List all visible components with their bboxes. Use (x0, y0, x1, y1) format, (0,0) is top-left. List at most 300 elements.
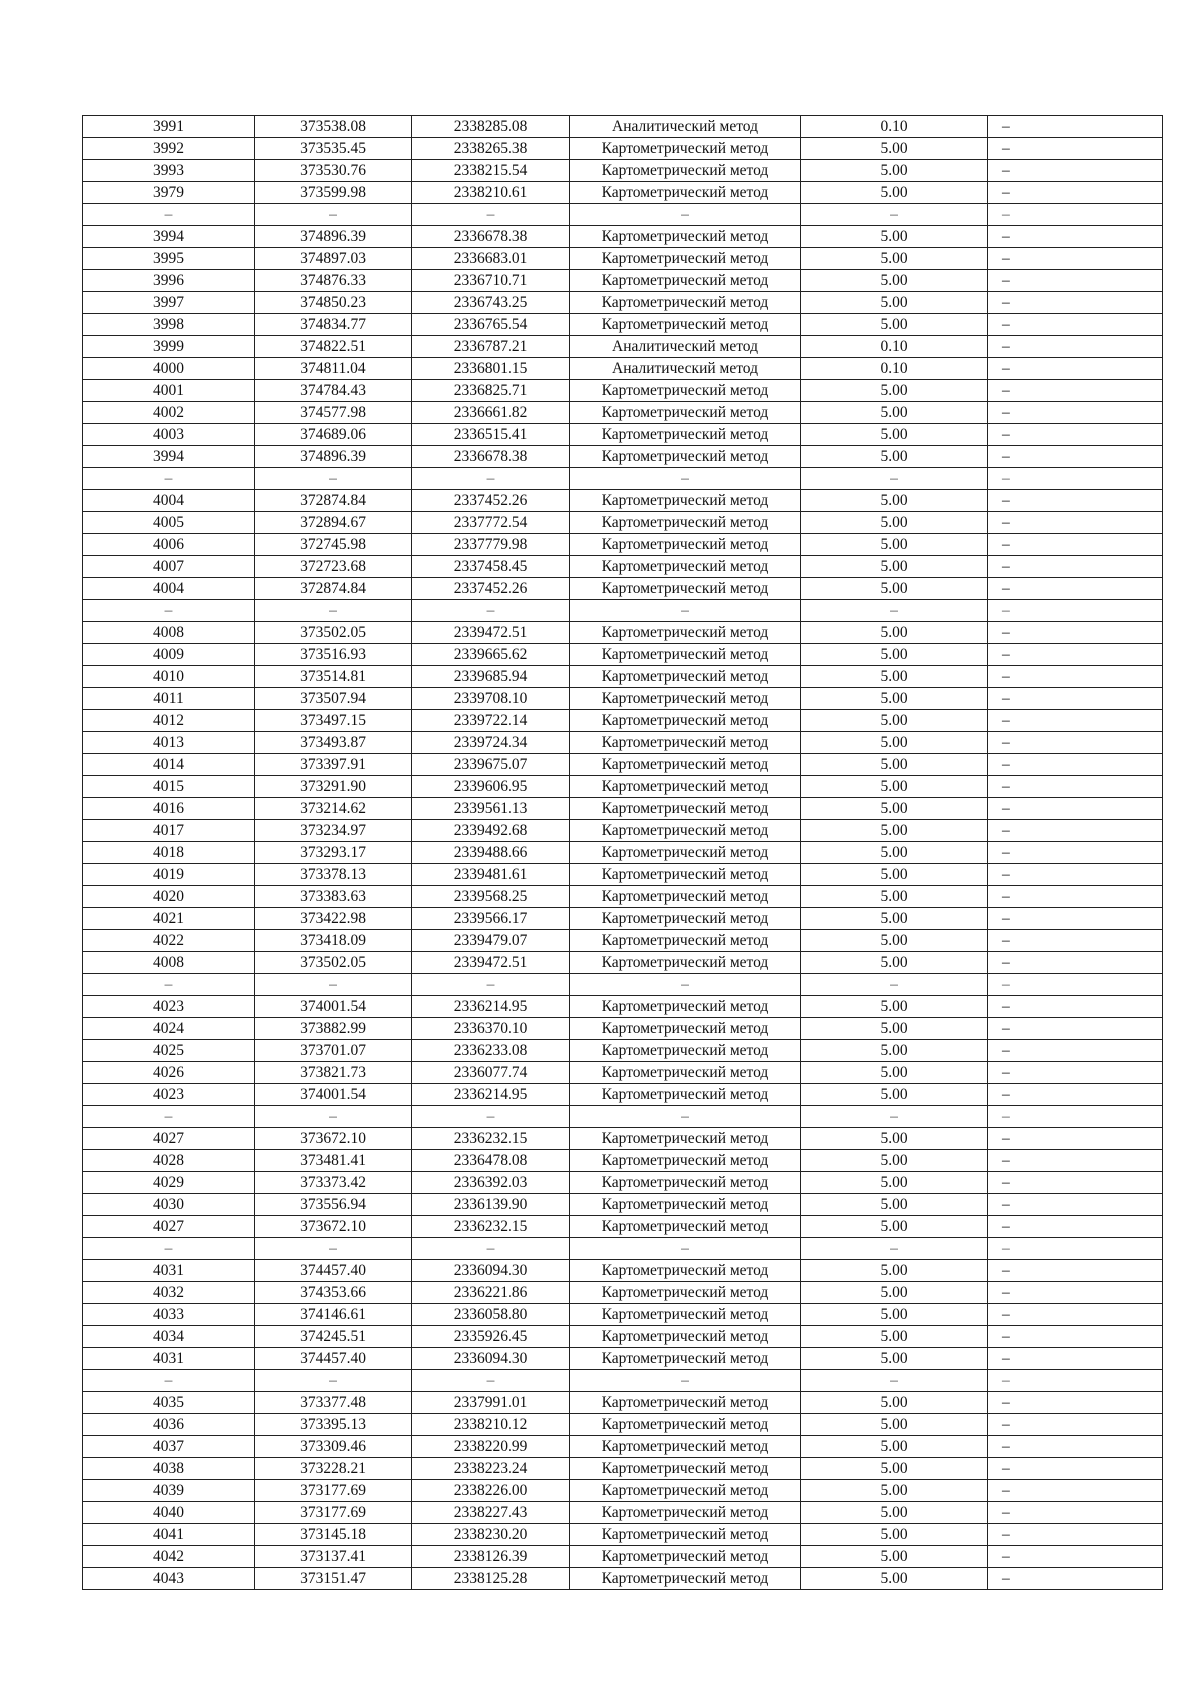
cell-x-coordinate: 373228.21 (255, 1458, 412, 1480)
cell-x-coordinate: 374353.66 (255, 1282, 412, 1304)
cell-description: – (988, 534, 1163, 556)
table-row (83, 138, 1163, 160)
table-row (83, 1216, 1163, 1238)
cell-x-coordinate: 372874.84 (255, 578, 412, 600)
cell-method: Картометрический метод (570, 1326, 801, 1348)
cell-description: – (988, 248, 1163, 270)
table-row (83, 666, 1163, 688)
cell-y-coordinate: 2336478.08 (412, 1150, 570, 1172)
cell-method: Картометрический метод (570, 1150, 801, 1172)
cell-point-number: 3993 (83, 160, 255, 182)
cell-point-number: 4018 (83, 842, 255, 864)
cell-method: Картометрический метод (570, 1546, 801, 1568)
cell-description: – (988, 270, 1163, 292)
cell-x-coordinate: 374811.04 (255, 358, 412, 380)
cell-description: – (988, 732, 1163, 754)
cell-y-coordinate: 2339685.94 (412, 666, 570, 688)
cell-y-coordinate: 2336392.03 (412, 1172, 570, 1194)
cell-method: Картометрический метод (570, 622, 801, 644)
cell-method: Картометрический метод (570, 490, 801, 512)
table-row (83, 534, 1163, 556)
table-row (83, 842, 1163, 864)
cell-y-coordinate: 2335926.45 (412, 1326, 570, 1348)
cell-point-number: 4004 (83, 490, 255, 512)
cell-x-coordinate: 374245.51 (255, 1326, 412, 1348)
cell-description: – (988, 1458, 1163, 1480)
cell-accuracy: 5.00 (801, 996, 988, 1018)
table-row (83, 182, 1163, 204)
cell-description: – (988, 1150, 1163, 1172)
cell-method: Картометрический метод (570, 1018, 801, 1040)
cell-y-coordinate: 2339566.17 (412, 908, 570, 930)
cell-point-number: 3998 (83, 314, 255, 336)
cell-method: Картометрический метод (570, 1436, 801, 1458)
cell-accuracy: 5.00 (801, 138, 988, 160)
cell-x-coordinate: 374689.06 (255, 424, 412, 446)
cell-x-coordinate: 374146.61 (255, 1304, 412, 1326)
cell-x-coordinate: 373293.17 (255, 842, 412, 864)
table-row (83, 402, 1163, 424)
cell-description: – (988, 1238, 1163, 1260)
cell-x-coordinate: 373422.98 (255, 908, 412, 930)
cell-description: – (988, 1524, 1163, 1546)
cell-x-coordinate: 373145.18 (255, 1524, 412, 1546)
cell-accuracy: 5.00 (801, 578, 988, 600)
cell-x-coordinate: 373481.41 (255, 1150, 412, 1172)
cell-point-number: 4039 (83, 1480, 255, 1502)
table-row (83, 380, 1163, 402)
cell-method: Картометрический метод (570, 446, 801, 468)
cell-x-coordinate: 373672.10 (255, 1216, 412, 1238)
cell-description: – (988, 468, 1163, 490)
cell-point-number: 4024 (83, 1018, 255, 1040)
cell-method: – (570, 1370, 801, 1392)
cell-description: – (988, 1018, 1163, 1040)
cell-description: – (988, 842, 1163, 864)
table-row (83, 1172, 1163, 1194)
cell-accuracy: 5.00 (801, 798, 988, 820)
cell-method: Картометрический метод (570, 182, 801, 204)
cell-method: Картометрический метод (570, 644, 801, 666)
cell-accuracy: 5.00 (801, 1018, 988, 1040)
cell-description: – (988, 754, 1163, 776)
cell-x-coordinate: – (255, 204, 412, 226)
cell-point-number: 4029 (83, 1172, 255, 1194)
table-row (83, 1480, 1163, 1502)
cell-point-number: 3979 (83, 182, 255, 204)
cell-accuracy: 5.00 (801, 1392, 988, 1414)
cell-method: Картометрический метод (570, 1062, 801, 1084)
cell-y-coordinate: 2336214.95 (412, 996, 570, 1018)
cell-x-coordinate: 373538.08 (255, 116, 412, 138)
table-row (83, 1282, 1163, 1304)
cell-description: – (988, 1568, 1163, 1590)
cell-method: Картометрический метод (570, 754, 801, 776)
cell-y-coordinate: 2339481.61 (412, 864, 570, 886)
cell-description: – (988, 292, 1163, 314)
table-row (83, 732, 1163, 754)
cell-method: Картометрический метод (570, 1524, 801, 1546)
cell-y-coordinate: 2336094.30 (412, 1348, 570, 1370)
cell-point-number: 4001 (83, 380, 255, 402)
cell-point-number: 4027 (83, 1216, 255, 1238)
cell-description: – (988, 710, 1163, 732)
cell-x-coordinate: – (255, 1238, 412, 1260)
cell-point-number: – (83, 974, 255, 996)
cell-y-coordinate: 2339606.95 (412, 776, 570, 798)
cell-point-number: 4003 (83, 424, 255, 446)
cell-description: – (988, 226, 1163, 248)
cell-x-coordinate: – (255, 1370, 412, 1392)
cell-method: Картометрический метод (570, 1414, 801, 1436)
cell-point-number: – (83, 1370, 255, 1392)
cell-point-number: 4021 (83, 908, 255, 930)
coordinates-table-body (83, 116, 1163, 1590)
cell-y-coordinate: – (412, 1370, 570, 1392)
cell-description: – (988, 1106, 1163, 1128)
cell-method: Картометрический метод (570, 160, 801, 182)
cell-accuracy: 5.00 (801, 402, 988, 424)
cell-x-coordinate: 374457.40 (255, 1260, 412, 1282)
cell-y-coordinate: 2338215.54 (412, 160, 570, 182)
cell-description: – (988, 600, 1163, 622)
cell-description: – (988, 886, 1163, 908)
cell-accuracy: 5.00 (801, 270, 988, 292)
cell-accuracy: 5.00 (801, 1480, 988, 1502)
cell-y-coordinate: 2336232.15 (412, 1216, 570, 1238)
cell-y-coordinate: 2338220.99 (412, 1436, 570, 1458)
cell-point-number: 4008 (83, 622, 255, 644)
table-row (83, 952, 1163, 974)
cell-accuracy: 5.00 (801, 644, 988, 666)
cell-x-coordinate: 372723.68 (255, 556, 412, 578)
cell-point-number: 4016 (83, 798, 255, 820)
cell-point-number: 3999 (83, 336, 255, 358)
cell-accuracy: 5.00 (801, 1414, 988, 1436)
cell-point-number: 4022 (83, 930, 255, 952)
cell-method: Картометрический метод (570, 1172, 801, 1194)
cell-method: Аналитический метод (570, 336, 801, 358)
cell-method: Картометрический метод (570, 402, 801, 424)
cell-point-number: 4037 (83, 1436, 255, 1458)
cell-point-number: 4019 (83, 864, 255, 886)
cell-method: Картометрический метод (570, 820, 801, 842)
cell-point-number: 3995 (83, 248, 255, 270)
cell-point-number: 4025 (83, 1040, 255, 1062)
table-row (83, 1040, 1163, 1062)
cell-point-number: 4034 (83, 1326, 255, 1348)
cell-y-coordinate: 2339665.62 (412, 644, 570, 666)
cell-accuracy: 5.00 (801, 1172, 988, 1194)
table-row (83, 1150, 1163, 1172)
cell-y-coordinate: – (412, 468, 570, 490)
cell-y-coordinate: 2336221.86 (412, 1282, 570, 1304)
cell-description: – (988, 1414, 1163, 1436)
cell-y-coordinate: 2336825.71 (412, 380, 570, 402)
cell-accuracy: 5.00 (801, 424, 988, 446)
cell-description: – (988, 644, 1163, 666)
table-row (83, 622, 1163, 644)
cell-y-coordinate: 2337458.45 (412, 556, 570, 578)
table-row (83, 1304, 1163, 1326)
cell-description: – (988, 160, 1163, 182)
table-row (83, 116, 1163, 138)
separator-row (83, 204, 1163, 226)
cell-description: – (988, 1194, 1163, 1216)
cell-description: – (988, 336, 1163, 358)
cell-x-coordinate: 373378.13 (255, 864, 412, 886)
table-row (83, 1524, 1163, 1546)
table-row (83, 1502, 1163, 1524)
cell-method: Картометрический метод (570, 226, 801, 248)
cell-method: Картометрический метод (570, 688, 801, 710)
cell-y-coordinate: 2336801.15 (412, 358, 570, 380)
cell-y-coordinate: 2336139.90 (412, 1194, 570, 1216)
cell-method: Картометрический метод (570, 864, 801, 886)
cell-y-coordinate: 2338227.43 (412, 1502, 570, 1524)
cell-y-coordinate: 2337991.01 (412, 1392, 570, 1414)
cell-accuracy: 5.00 (801, 1062, 988, 1084)
cell-description: – (988, 1502, 1163, 1524)
cell-y-coordinate: 2336077.74 (412, 1062, 570, 1084)
cell-description: – (988, 1216, 1163, 1238)
cell-x-coordinate: 373214.62 (255, 798, 412, 820)
cell-x-coordinate: 373151.47 (255, 1568, 412, 1590)
table-row (83, 1568, 1163, 1590)
cell-y-coordinate: 2337452.26 (412, 490, 570, 512)
cell-y-coordinate: 2338125.28 (412, 1568, 570, 1590)
cell-y-coordinate: – (412, 1238, 570, 1260)
cell-accuracy: 5.00 (801, 1546, 988, 1568)
cell-y-coordinate: 2336765.54 (412, 314, 570, 336)
cell-method: Картометрический метод (570, 776, 801, 798)
separator-row (83, 1238, 1163, 1260)
cell-y-coordinate: 2338126.39 (412, 1546, 570, 1568)
cell-x-coordinate: 373882.99 (255, 1018, 412, 1040)
separator-row (83, 600, 1163, 622)
cell-description: – (988, 1370, 1163, 1392)
cell-method: Картометрический метод (570, 1392, 801, 1414)
cell-accuracy: 5.00 (801, 1524, 988, 1546)
cell-x-coordinate: 373599.98 (255, 182, 412, 204)
cell-accuracy: 5.00 (801, 1348, 988, 1370)
cell-description: – (988, 1392, 1163, 1414)
cell-x-coordinate: – (255, 1106, 412, 1128)
cell-x-coordinate: 374896.39 (255, 446, 412, 468)
cell-description: – (988, 798, 1163, 820)
cell-accuracy: 5.00 (801, 886, 988, 908)
cell-description: – (988, 424, 1163, 446)
table-row (83, 1414, 1163, 1436)
cell-accuracy: 5.00 (801, 380, 988, 402)
cell-accuracy: 5.00 (801, 1216, 988, 1238)
cell-y-coordinate: 2336678.38 (412, 226, 570, 248)
cell-y-coordinate: 2339675.07 (412, 754, 570, 776)
cell-description: – (988, 1282, 1163, 1304)
cell-method: – (570, 468, 801, 490)
cell-point-number: 4005 (83, 512, 255, 534)
cell-x-coordinate: 373373.42 (255, 1172, 412, 1194)
cell-accuracy: 5.00 (801, 1150, 988, 1172)
table-row (83, 1348, 1163, 1370)
cell-x-coordinate: 372894.67 (255, 512, 412, 534)
cell-accuracy: 5.00 (801, 666, 988, 688)
cell-method: Картометрический метод (570, 710, 801, 732)
cell-point-number: 4031 (83, 1348, 255, 1370)
cell-point-number: 3994 (83, 226, 255, 248)
cell-accuracy: 0.10 (801, 336, 988, 358)
cell-description: – (988, 1040, 1163, 1062)
cell-y-coordinate: 2339479.07 (412, 930, 570, 952)
cell-accuracy: 5.00 (801, 952, 988, 974)
cell-y-coordinate: 2336787.21 (412, 336, 570, 358)
cell-method: Картометрический метод (570, 424, 801, 446)
cell-x-coordinate: 373397.91 (255, 754, 412, 776)
cell-method: Картометрический метод (570, 248, 801, 270)
table-row (83, 908, 1163, 930)
cell-description: – (988, 380, 1163, 402)
cell-point-number: 4033 (83, 1304, 255, 1326)
cell-accuracy: 5.00 (801, 1568, 988, 1590)
cell-x-coordinate: 373502.05 (255, 622, 412, 644)
cell-method: Картометрический метод (570, 666, 801, 688)
cell-point-number: 3992 (83, 138, 255, 160)
cell-method: Картометрический метод (570, 1304, 801, 1326)
cell-x-coordinate: 373514.81 (255, 666, 412, 688)
cell-method: Картометрический метод (570, 1282, 801, 1304)
cell-description: – (988, 1480, 1163, 1502)
cell-y-coordinate: 2338285.08 (412, 116, 570, 138)
cell-description: – (988, 512, 1163, 534)
cell-y-coordinate: 2336683.01 (412, 248, 570, 270)
cell-description: – (988, 930, 1163, 952)
cell-method: Аналитический метод (570, 116, 801, 138)
cell-accuracy: 5.00 (801, 160, 988, 182)
cell-description: – (988, 556, 1163, 578)
cell-y-coordinate: – (412, 204, 570, 226)
table-row (83, 886, 1163, 908)
cell-y-coordinate: 2338210.12 (412, 1414, 570, 1436)
cell-accuracy: 5.00 (801, 1260, 988, 1282)
cell-y-coordinate: 2339488.66 (412, 842, 570, 864)
cell-method: Картометрический метод (570, 534, 801, 556)
cell-x-coordinate: 373177.69 (255, 1502, 412, 1524)
cell-method: – (570, 600, 801, 622)
cell-accuracy: 5.00 (801, 556, 988, 578)
table-row (83, 820, 1163, 842)
cell-accuracy: 5.00 (801, 864, 988, 886)
table-row (83, 1326, 1163, 1348)
cell-y-coordinate: 2336232.15 (412, 1128, 570, 1150)
cell-accuracy: – (801, 1106, 988, 1128)
cell-accuracy: 5.00 (801, 490, 988, 512)
cell-point-number: 4031 (83, 1260, 255, 1282)
cell-y-coordinate: 2336233.08 (412, 1040, 570, 1062)
cell-method: Картометрический метод (570, 798, 801, 820)
cell-x-coordinate: 374897.03 (255, 248, 412, 270)
table-row (83, 1128, 1163, 1150)
cell-point-number: 3994 (83, 446, 255, 468)
cell-description: – (988, 1062, 1163, 1084)
table-row (83, 688, 1163, 710)
cell-accuracy: 5.00 (801, 1194, 988, 1216)
cell-accuracy: – (801, 974, 988, 996)
cell-y-coordinate: 2336710.71 (412, 270, 570, 292)
cell-description: – (988, 688, 1163, 710)
cell-method: Картометрический метод (570, 556, 801, 578)
cell-accuracy: 5.00 (801, 1326, 988, 1348)
cell-point-number: 4030 (83, 1194, 255, 1216)
cell-x-coordinate: 374850.23 (255, 292, 412, 314)
cell-x-coordinate: 374876.33 (255, 270, 412, 292)
table-row (83, 1260, 1163, 1282)
cell-description: – (988, 1084, 1163, 1106)
table-row (83, 864, 1163, 886)
cell-x-coordinate: 372874.84 (255, 490, 412, 512)
cell-description: – (988, 1172, 1163, 1194)
cell-point-number: 4035 (83, 1392, 255, 1414)
cell-y-coordinate: 2338265.38 (412, 138, 570, 160)
cell-accuracy: 5.00 (801, 512, 988, 534)
cell-accuracy: 5.00 (801, 930, 988, 952)
cell-y-coordinate: 2338210.61 (412, 182, 570, 204)
cell-method: Картометрический метод (570, 842, 801, 864)
cell-accuracy: 0.10 (801, 116, 988, 138)
cell-accuracy: 5.00 (801, 446, 988, 468)
cell-accuracy: 5.00 (801, 534, 988, 556)
table-row (83, 1018, 1163, 1040)
cell-method: – (570, 974, 801, 996)
table-row (83, 556, 1163, 578)
cell-x-coordinate: 373291.90 (255, 776, 412, 798)
cell-method: Картометрический метод (570, 930, 801, 952)
cell-x-coordinate: 374457.40 (255, 1348, 412, 1370)
cell-point-number: 4004 (83, 578, 255, 600)
cell-method: Картометрический метод (570, 1480, 801, 1502)
cell-description: – (988, 1546, 1163, 1568)
cell-y-coordinate: 2337452.26 (412, 578, 570, 600)
cell-description: – (988, 952, 1163, 974)
cell-point-number: 4006 (83, 534, 255, 556)
cell-description: – (988, 204, 1163, 226)
cell-y-coordinate: 2339472.51 (412, 622, 570, 644)
cell-description: – (988, 490, 1163, 512)
table-row (83, 358, 1163, 380)
cell-x-coordinate: 373672.10 (255, 1128, 412, 1150)
cell-accuracy: – (801, 600, 988, 622)
cell-x-coordinate: 373395.13 (255, 1414, 412, 1436)
cell-point-number: 4041 (83, 1524, 255, 1546)
cell-description: – (988, 820, 1163, 842)
cell-y-coordinate: 2337779.98 (412, 534, 570, 556)
cell-x-coordinate: 373418.09 (255, 930, 412, 952)
cell-point-number: 4043 (83, 1568, 255, 1590)
cell-point-number: 4000 (83, 358, 255, 380)
table-row (83, 1062, 1163, 1084)
cell-x-coordinate: 374784.43 (255, 380, 412, 402)
cell-description: – (988, 1436, 1163, 1458)
cell-method: – (570, 1238, 801, 1260)
cell-x-coordinate: 373535.45 (255, 138, 412, 160)
table-row (83, 490, 1163, 512)
table-row (83, 1392, 1163, 1414)
cell-point-number: 4017 (83, 820, 255, 842)
cell-method: Картометрический метод (570, 732, 801, 754)
table-row (83, 270, 1163, 292)
cell-method: – (570, 1106, 801, 1128)
cell-point-number: 4020 (83, 886, 255, 908)
cell-y-coordinate: 2339568.25 (412, 886, 570, 908)
